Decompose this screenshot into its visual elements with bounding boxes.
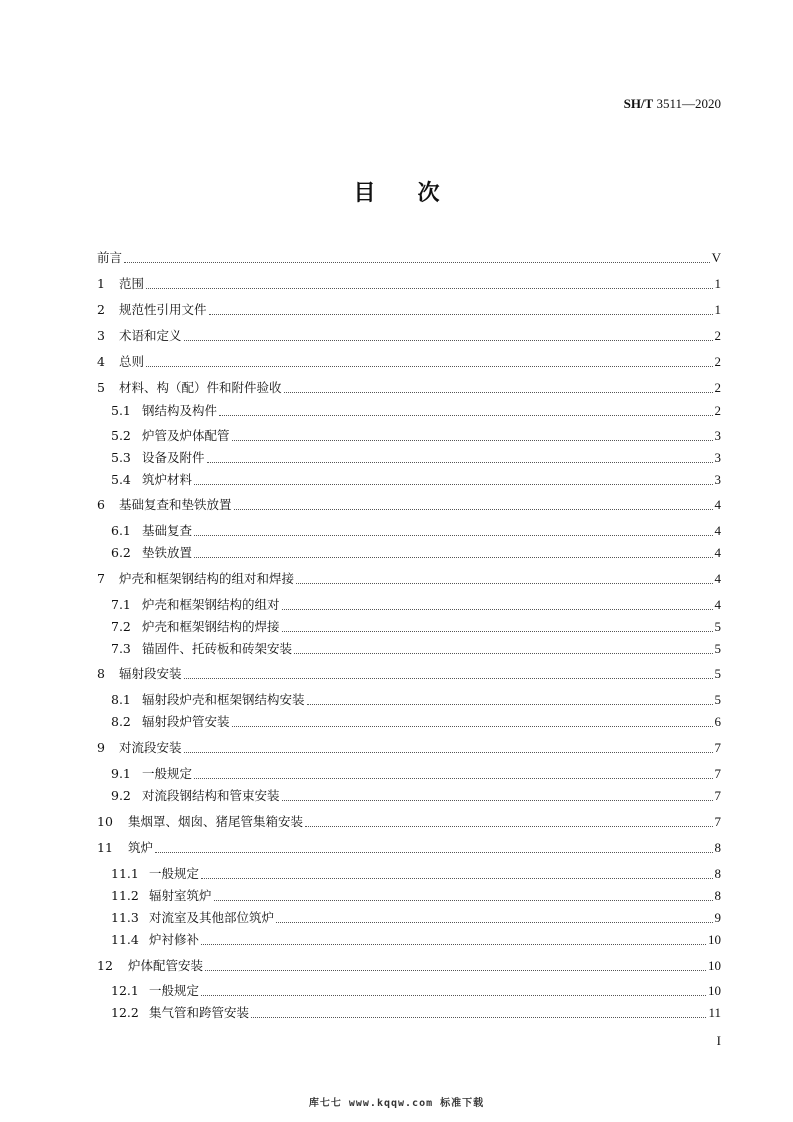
toc-entry-label: 前言: [97, 250, 123, 265]
toc-leader-dots: [232, 726, 713, 727]
toc-entry-number: 7.1: [111, 597, 131, 612]
page-number: I: [716, 1033, 721, 1048]
toc-entry[interactable]: [111, 764, 721, 784]
standard-prefix: SH/T: [623, 96, 654, 111]
toc-leader-dots: [219, 415, 712, 416]
toc-entry[interactable]: [97, 300, 721, 320]
toc-entry-label: 筑炉: [128, 840, 154, 855]
toc-entry[interactable]: [97, 838, 721, 858]
toc-entry-page: 2: [714, 354, 721, 369]
toc-entry-label: 总则: [119, 354, 145, 369]
toc-entry-number: 9.1: [111, 766, 131, 781]
toc-entry-number: 7.3: [111, 641, 131, 656]
toc-entry-page: 6: [714, 714, 721, 729]
toc-leader-dots: [282, 609, 713, 610]
toc-entry-page: 2: [714, 328, 721, 343]
toc-leader-dots: [146, 366, 712, 367]
toc-entry-page: 7: [714, 788, 721, 803]
toc-entry[interactable]: [97, 664, 721, 684]
toc-entry-page: 10: [708, 932, 721, 947]
toc-entry-number: 2: [97, 302, 105, 317]
toc-entry[interactable]: [111, 1003, 721, 1023]
toc-entry-label: 设备及附件: [142, 450, 205, 465]
toc-entry-label: 炉壳和框架钢结构的组对: [142, 597, 280, 612]
toc-entry-number: 11.1: [111, 866, 139, 881]
toc-entry-number: 9: [97, 740, 105, 755]
toc-entry-number: 11.2: [111, 888, 139, 903]
toc-leader-dots: [184, 752, 713, 753]
toc-entry-number: 5.1: [111, 403, 131, 418]
footer-watermark: 库七七 www.kqqw.com 标准下载: [308, 1098, 485, 1109]
toc-entry[interactable]: [97, 495, 721, 515]
toc-entry-number: 5.2: [111, 428, 131, 443]
toc-leader-dots: [205, 970, 706, 971]
toc-entry-page: 3: [714, 472, 721, 487]
toc-leader-dots: [214, 900, 713, 901]
toc-entry-page: 10: [708, 983, 721, 998]
toc-entry-number: 11.4: [111, 932, 139, 947]
toc-entry-page: 5: [714, 641, 721, 656]
toc-entry-page: 4: [714, 571, 721, 586]
toc-leader-dots: [284, 392, 713, 393]
toc-entry[interactable]: [97, 378, 721, 398]
toc-entry[interactable]: [111, 617, 721, 637]
toc-leader-dots: [124, 262, 710, 263]
toc-entry-label: 辐射段安装: [119, 666, 182, 681]
toc-entry-label: 基础复查: [142, 523, 193, 538]
toc-leader-dots: [194, 778, 712, 779]
toc-leader-dots: [294, 653, 712, 654]
toc-entry-label: 辐射段炉管安装: [142, 714, 230, 729]
toc-entry[interactable]: [97, 569, 721, 589]
toc-entry-number: 8: [97, 666, 105, 681]
toc-entry-label: 范围: [119, 276, 145, 291]
toc-entry[interactable]: [111, 543, 721, 563]
toc-entry[interactable]: [111, 470, 721, 490]
toc-entry-page: 4: [714, 497, 721, 512]
toc-entry-number: 3: [97, 328, 105, 343]
toc-leader-dots: [207, 462, 713, 463]
toc-entry-label: 钢结构及构件: [142, 403, 218, 418]
toc-entry-page: 4: [714, 597, 721, 612]
toc-leader-dots: [232, 440, 713, 441]
toc-entry-page: 10: [708, 958, 721, 973]
standard-number: 3511—2020: [656, 96, 721, 111]
toc-entry-number: 12: [97, 958, 113, 973]
toc-entry[interactable]: [111, 426, 721, 446]
toc-entry[interactable]: [97, 352, 721, 372]
toc-entry-page: 2: [714, 403, 721, 418]
page-title: 目次: [353, 181, 482, 206]
toc-entry-label: 锚固件、托砖板和砖架安装: [142, 641, 293, 656]
toc-entry[interactable]: [111, 908, 721, 928]
toc-entry-page: 11: [708, 1005, 721, 1020]
toc-entry[interactable]: [111, 981, 721, 1001]
toc-entry-page: 3: [714, 428, 721, 443]
toc-leader-dots: [194, 535, 712, 536]
toc-entry[interactable]: [111, 690, 721, 710]
toc-entry-label: 术语和定义: [119, 328, 182, 343]
toc-entry-label: 筑炉材料: [142, 472, 193, 487]
toc-leader-dots: [201, 944, 706, 945]
toc-leader-dots: [209, 314, 713, 315]
toc-entry-label: 炉体配管安装: [128, 958, 204, 973]
toc-leader-dots: [305, 826, 712, 827]
toc-entry-page: 8: [714, 888, 721, 903]
toc-leader-dots: [201, 878, 712, 879]
toc-entry-number: 9.2: [111, 788, 131, 803]
toc-leader-dots: [276, 922, 712, 923]
toc-entry-number: 1: [97, 276, 105, 291]
toc-entry-label: 集气管和跨管安装: [149, 1005, 250, 1020]
toc-leader-dots: [184, 340, 713, 341]
toc-entry[interactable]: [97, 812, 721, 832]
toc-entry-page: 7: [714, 766, 721, 781]
toc-entry-page: 7: [714, 740, 721, 755]
toc-entry[interactable]: [97, 956, 721, 976]
toc-entry-number: 5: [97, 380, 105, 395]
toc-leader-dots: [194, 484, 712, 485]
toc-entry-label: 规范性引用文件: [119, 302, 207, 317]
toc-entry-page: 5: [714, 666, 721, 681]
toc-entry[interactable]: [97, 326, 721, 346]
toc-entry-label: 炉管及炉体配管: [142, 428, 230, 443]
toc-entry-page: 5: [714, 692, 721, 707]
toc-entry[interactable]: [111, 595, 721, 615]
toc-entry-number: 12.1: [111, 983, 139, 998]
toc-leader-dots: [307, 704, 713, 705]
toc-entry-label: 炉衬修补: [149, 932, 200, 947]
toc-entry-label: 垫铁放置: [142, 545, 193, 560]
toc-leader-dots: [146, 288, 712, 289]
toc-entry-page: 1: [714, 302, 721, 317]
toc-entry[interactable]: [111, 521, 721, 541]
toc-leader-dots: [282, 631, 713, 632]
toc-leader-dots: [184, 678, 713, 679]
toc-entry-number: 4: [97, 354, 105, 369]
toc-entry-number: 5.3: [111, 450, 131, 465]
toc-entry-label: 材料、构（配）件和附件验收: [119, 380, 282, 395]
toc-entry-page: 4: [714, 545, 721, 560]
toc-entry-label: 炉壳和框架钢结构的组对和焊接: [119, 571, 295, 586]
toc-entry-number: 8.2: [111, 714, 131, 729]
toc-entry-label: 一般规定: [142, 766, 193, 781]
toc-entry-label: 基础复查和垫铁放置: [119, 497, 232, 512]
toc-entry-page: 4: [714, 523, 721, 538]
toc-entry-label: 集烟罩、烟囱、猪尾管集箱安装: [128, 814, 304, 829]
toc-entry-label: 辐射段炉壳和框架钢结构安装: [142, 692, 305, 707]
toc-entry-number: 10: [97, 814, 113, 829]
toc-entry[interactable]: [111, 786, 721, 806]
toc-leader-dots: [194, 557, 712, 558]
toc-entry-label: 对流段安装: [119, 740, 182, 755]
toc-entry[interactable]: [111, 712, 721, 732]
toc-leader-dots: [155, 852, 712, 853]
toc-entry-page: 8: [714, 840, 721, 855]
toc-entry-page: V: [711, 250, 721, 265]
toc-entry-page: 2: [714, 380, 721, 395]
toc-entry-label: 一般规定: [149, 866, 200, 881]
toc-entry-page: 8: [714, 866, 721, 881]
toc-entry-number: 8.1: [111, 692, 131, 707]
toc-entry-page: 1: [714, 276, 721, 291]
toc-entry-number: 6: [97, 497, 105, 512]
toc-entry-number: 6.2: [111, 545, 131, 560]
toc-entry-label: 炉壳和框架钢结构的焊接: [142, 619, 280, 634]
toc-entry-page: 9: [714, 910, 721, 925]
toc-entry[interactable]: [111, 886, 721, 906]
toc-entry[interactable]: [97, 738, 721, 758]
toc-entry[interactable]: [111, 401, 721, 421]
toc-entry-page: 5: [714, 619, 721, 634]
toc-entry-page: 3: [714, 450, 721, 465]
toc-entry[interactable]: [111, 930, 721, 950]
toc-entry-number: 7.2: [111, 619, 131, 634]
toc-entry-number: 6.1: [111, 523, 131, 538]
toc-leader-dots: [234, 509, 713, 510]
toc-entry-number: 7: [97, 571, 105, 586]
toc-entry-label: 对流室及其他部位筑炉: [149, 910, 275, 925]
toc-entry-label: 辐射室筑炉: [149, 888, 212, 903]
toc-entry-label: 对流段钢结构和管束安装: [142, 788, 280, 803]
toc-entry-number: 11: [97, 840, 113, 855]
toc-entry[interactable]: [97, 274, 721, 294]
toc-entry-number: 12.2: [111, 1005, 139, 1020]
toc-entry-label: 一般规定: [149, 983, 200, 998]
standard-code: [624, 96, 721, 112]
toc-leader-dots: [282, 800, 713, 801]
toc-entry[interactable]: [97, 248, 721, 268]
toc-leader-dots: [251, 1017, 706, 1018]
toc-leader-dots: [296, 583, 712, 584]
toc-leader-dots: [201, 995, 706, 996]
toc-entry[interactable]: [111, 448, 721, 468]
toc-entry[interactable]: [111, 639, 721, 659]
toc-entry[interactable]: [111, 864, 721, 884]
toc-entry-number: 11.3: [111, 910, 139, 925]
toc-entry-number: 5.4: [111, 472, 131, 487]
toc-entry-page: 7: [714, 814, 721, 829]
